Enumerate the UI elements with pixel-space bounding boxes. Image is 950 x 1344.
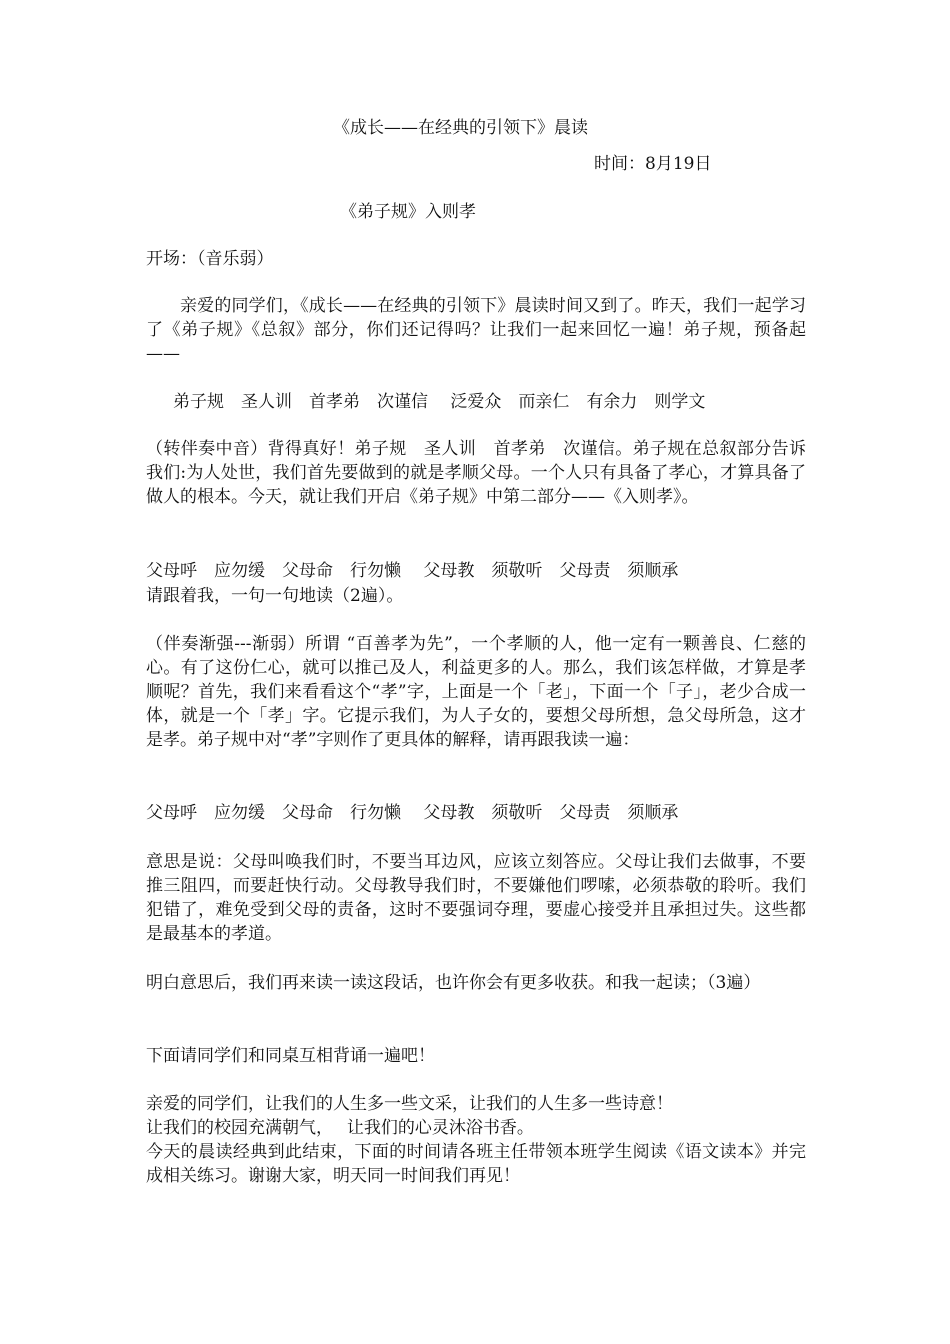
paragraph-transition: （转伴奏中音）背得真好！弟子规 圣人训 首孝弟 次谨信。弟子规在总叙部分告诉我们:为人处世，我们首先要做到的就是孝顺父母。一个人只有具备了孝心，才算具备了做人的根本。今天，就让我们开启《弟子规》中第二部分——《入则孝》。 — [146, 439, 806, 507]
date-line: 时间：8月19日 — [594, 154, 712, 174]
verse-zongxu: 弟子规 圣人训 首孝弟 次谨信 泛爱众 而亲仁 有余力 则学文 — [173, 392, 706, 412]
closing-paragraph: 今天的晨读经典到此结束，下面的时间请各班主任带领本班学生阅读《语文读本》并完成相关练习。谢谢大家，明天同一时间我们再见！ — [146, 1142, 806, 1186]
closing-line-1: 亲爱的同学们，让我们的人生多一些文采，让我们的人生多一些诗意！ — [146, 1094, 673, 1114]
section-subtitle: 《弟子规》入则孝 — [340, 202, 476, 222]
verse-ruzexiao-second: 父母呼 应勿缓 父母命 行勿懒 父母教 须敬听 父母责 须顺承 — [146, 803, 679, 823]
paragraph-recite: 下面请同学们和同桌互相背诵一遍吧！ — [146, 1046, 435, 1066]
opening-line: 开场：（音乐弱） — [146, 249, 274, 269]
read-along-instruction: 请跟着我，一句一句地读（2遍）。 — [146, 586, 404, 606]
intro-paragraph: 亲爱的同学们，《成长——在经典的引领下》晨读时间又到了。昨天，我们一起学习了《弟子规》《总叙》部分，你们还记得吗？让我们一起来回忆一遍！弟子规，预备起—— — [146, 296, 806, 364]
closing-line-2: 让我们的校园充满朝气， 让我们的心灵沐浴书香。 — [146, 1118, 534, 1138]
document-title: 《成长——在经典的引领下》晨读 — [333, 118, 588, 138]
paragraph-explanation: （伴奏渐强---渐弱）所谓 “百善孝为先”，一个孝顺的人，他一定有一颗善良、仁慈的心。有了这份仁心，就可以推己及人，利益更多的人。那么，我们该怎样做，才算是孝顺呢？首先，我们来看看这个“孝”字，上面是一个「老」，下面一个「子」，老少合成一体，就是一个「孝」字。它提示我们，为人子女的，要想父母所想，急父母所急，这才是孝。弟子规中对“孝”字则作了更具体的解释，请再跟我读一遍： — [146, 634, 806, 750]
paragraph-meaning: 意思是说：父母叫唤我们时，不要当耳边风，应该立刻答应。父母让我们去做事，不要推三阻四，而要赶快行动。父母教导我们时，不要嫌他们啰嗦，必须恭敬的聆听。我们犯错了，难免受到父母的责备，这时不要强词夺理，要虚心接受并且承担过失。这些都是最基本的孝道。 — [146, 852, 806, 944]
verse-ruzexiao-first: 父母呼 应勿缓 父母命 行勿懒 父母教 须敬听 父母责 须顺承 — [146, 561, 679, 581]
paragraph-reread: 明白意思后，我们再来读一读这段话，也许你会有更多收获。和我一起读；（3遍） — [146, 973, 761, 993]
